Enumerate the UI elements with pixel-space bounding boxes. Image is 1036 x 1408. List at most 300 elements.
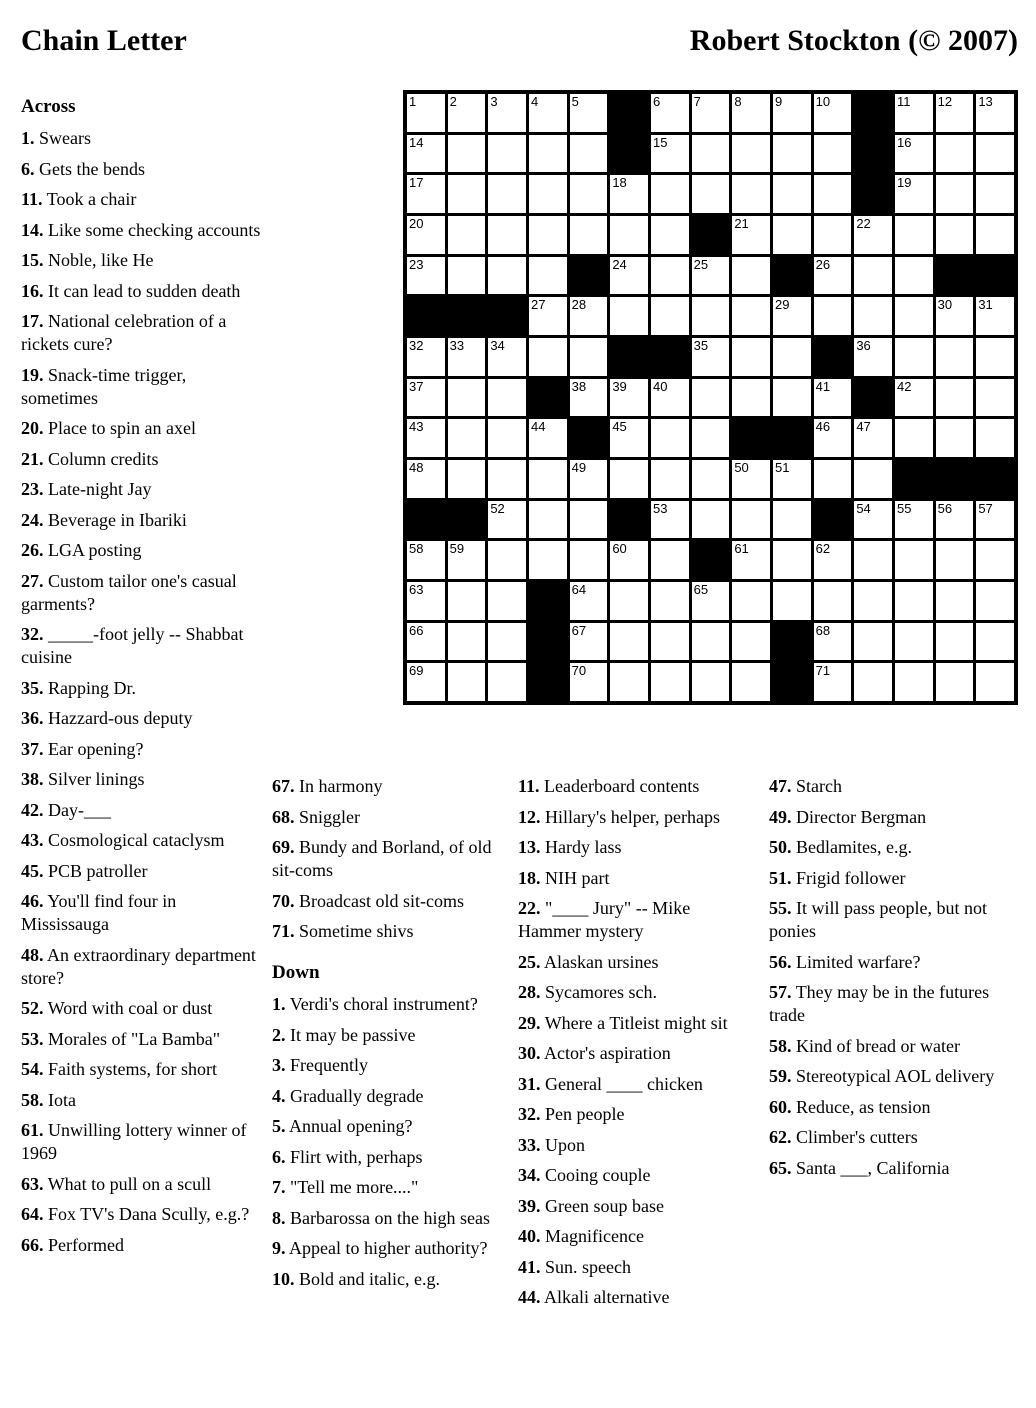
grid-cell[interactable]	[936, 216, 974, 254]
clue	[21, 997, 261, 1020]
grid-cell[interactable]	[407, 175, 445, 213]
cell-number: 29	[775, 297, 790, 313]
grid-cell[interactable]	[732, 541, 770, 579]
grid-cell[interactable]	[814, 175, 852, 213]
clue-number: 58.	[769, 1035, 792, 1056]
grid-cell[interactable]	[692, 135, 730, 173]
grid-cell[interactable]	[448, 175, 486, 213]
grid-cell[interactable]	[936, 379, 974, 417]
grid-cell[interactable]	[976, 216, 1014, 254]
grid-cell[interactable]	[732, 623, 770, 661]
grid-cell[interactable]	[407, 379, 445, 417]
grid-cell[interactable]	[570, 541, 608, 579]
cell-number: 21	[734, 216, 749, 231]
grid-cell[interactable]	[854, 541, 892, 579]
grid-cell[interactable]	[773, 338, 811, 376]
clue-number: 59.	[769, 1066, 792, 1086]
clue	[272, 1024, 504, 1047]
clue-number: 44.	[518, 1287, 541, 1307]
grid-cell[interactable]	[692, 94, 730, 132]
clue	[518, 981, 750, 1004]
grid-cell[interactable]	[692, 419, 730, 457]
cell-number: 10	[815, 94, 831, 109]
grid-cell[interactable]	[732, 297, 770, 335]
grid-cell[interactable]	[610, 419, 648, 457]
cell-number: 25	[693, 256, 709, 272]
clue-number: 55.	[769, 898, 792, 918]
grid-cell[interactable]	[773, 541, 811, 579]
grid-cell[interactable]	[610, 541, 648, 579]
clue-text: LGA posting	[48, 540, 142, 560]
grid-cell[interactable]	[448, 135, 486, 173]
clue	[769, 1035, 1007, 1058]
grid-cell[interactable]	[732, 338, 770, 376]
black-square	[936, 257, 974, 295]
clue-number: 49.	[769, 806, 792, 827]
clue-column-4	[769, 775, 1007, 1187]
grid-cell[interactable]	[854, 460, 892, 498]
grid-cell[interactable]	[570, 94, 608, 132]
grid-cell[interactable]	[651, 582, 689, 620]
clue-number: 66.	[21, 1234, 44, 1255]
grid-cell[interactable]	[814, 379, 852, 417]
grid-cell[interactable]	[976, 419, 1014, 457]
grid-cell[interactable]	[529, 501, 567, 539]
clue-text: "____ Jury" -- Mike Hammer mystery	[518, 898, 691, 941]
grid-cell[interactable]	[814, 257, 852, 295]
grid-cell[interactable]	[407, 135, 445, 173]
grid-cell[interactable]	[570, 297, 608, 335]
grid-cell[interactable]	[488, 216, 526, 254]
grid-cell[interactable]	[732, 501, 770, 539]
clue	[21, 1028, 261, 1051]
clue-number: 71.	[272, 921, 295, 941]
grid-cell[interactable]	[692, 338, 730, 376]
grid-cell[interactable]	[854, 257, 892, 295]
grid-cell[interactable]	[488, 541, 526, 579]
grid-cell[interactable]	[895, 663, 933, 701]
grid-cell[interactable]	[732, 663, 770, 701]
grid-cell[interactable]	[488, 460, 526, 498]
clue-text: Bold and italic, e.g.	[299, 1268, 440, 1289]
grid-cell[interactable]	[895, 175, 933, 213]
grid-cell[interactable]	[488, 94, 526, 132]
grid-cell[interactable]	[814, 216, 852, 254]
cell-number: 46	[815, 419, 831, 435]
grid-cell[interactable]	[651, 135, 689, 173]
grid-cell[interactable]	[936, 419, 974, 457]
grid-cell[interactable]	[976, 623, 1014, 661]
grid-cell[interactable]	[692, 297, 730, 335]
grid-cell[interactable]	[936, 582, 974, 620]
grid-cell[interactable]	[529, 541, 567, 579]
grid-cell[interactable]	[976, 297, 1014, 335]
grid-cell[interactable]	[854, 297, 892, 335]
grid-cell[interactable]	[448, 379, 486, 417]
clue	[769, 836, 1007, 859]
grid-cell[interactable]	[854, 501, 892, 539]
clue	[769, 897, 1007, 943]
clue	[21, 539, 261, 562]
grid-cell[interactable]	[488, 623, 526, 661]
clue-text: In harmony	[299, 776, 383, 796]
grid-cell[interactable]	[570, 663, 608, 701]
grid-cell[interactable]	[570, 460, 608, 498]
grid-cell[interactable]	[488, 135, 526, 173]
clue-text: Gradually degrade	[290, 1085, 424, 1106]
grid-cell[interactable]	[814, 541, 852, 579]
down-heading: Down	[272, 962, 320, 983]
grid-cell[interactable]	[895, 338, 933, 376]
clue-number: 15.	[21, 250, 44, 270]
clue-number: 8.	[272, 1207, 286, 1228]
grid-cell[interactable]	[692, 379, 730, 417]
clue-number: 68.	[272, 806, 295, 827]
clue	[21, 364, 261, 410]
grid-cell[interactable]	[529, 216, 567, 254]
clue-number: 5.	[272, 1116, 286, 1136]
grid-cell[interactable]	[895, 623, 933, 661]
grid-cell[interactable]	[610, 379, 648, 417]
grid-cell[interactable]	[407, 541, 445, 579]
grid-cell[interactable]	[488, 257, 526, 295]
clue-number: 54.	[21, 1059, 44, 1079]
grid-cell[interactable]	[895, 501, 933, 539]
grid-cell[interactable]	[814, 623, 852, 661]
grid-cell[interactable]	[448, 582, 486, 620]
grid-cell[interactable]	[895, 135, 933, 173]
clue-text: Unwilling lottery winner of 1969	[21, 1120, 247, 1163]
grid-cell[interactable]	[854, 623, 892, 661]
grid-cell[interactable]	[570, 623, 608, 661]
grid-cell[interactable]	[651, 379, 689, 417]
grid-cell[interactable]	[651, 175, 689, 213]
grid-cell[interactable]	[407, 663, 445, 701]
clue	[518, 1225, 750, 1248]
cell-number: 37	[409, 378, 424, 394]
cell-number: 62	[815, 541, 831, 557]
grid-cell[interactable]	[732, 216, 770, 254]
grid-cell[interactable]	[407, 338, 445, 376]
crossword-grid	[403, 90, 1018, 705]
grid-cell[interactable]	[854, 419, 892, 457]
clue	[21, 1089, 261, 1112]
cell-number: 40	[653, 378, 668, 394]
clue-text: Rapping Dr.	[48, 677, 136, 698]
cell-number: 4	[531, 94, 539, 109]
clue-text: Sniggler	[299, 806, 360, 827]
clue	[21, 860, 261, 883]
cell-number: 52	[490, 500, 505, 516]
grid-cell[interactable]	[529, 338, 567, 376]
clue-number: 45.	[21, 860, 44, 881]
grid-cell[interactable]	[651, 541, 689, 579]
grid-cell[interactable]	[407, 460, 445, 498]
cell-number: 54	[856, 500, 871, 516]
grid-cell[interactable]	[651, 663, 689, 701]
grid-cell[interactable]	[570, 216, 608, 254]
grid-cell[interactable]	[570, 582, 608, 620]
grid-cell[interactable]	[814, 582, 852, 620]
grid-cell[interactable]	[610, 460, 648, 498]
grid-cell[interactable]	[488, 379, 526, 417]
grid-cell[interactable]	[651, 623, 689, 661]
grid-cell[interactable]	[529, 94, 567, 132]
clue-number: 16.	[21, 280, 44, 301]
grid-cell[interactable]	[651, 94, 689, 132]
grid-cell[interactable]	[936, 623, 974, 661]
clue-text: Took a chair	[46, 189, 137, 209]
grid-cell[interactable]	[448, 338, 486, 376]
black-square	[895, 460, 933, 498]
grid-cell[interactable]	[651, 297, 689, 335]
grid-cell[interactable]	[651, 419, 689, 457]
grid-cell[interactable]	[773, 582, 811, 620]
grid-cell[interactable]	[936, 135, 974, 173]
clue	[518, 806, 750, 829]
grid-cell[interactable]	[488, 663, 526, 701]
grid-cell[interactable]	[692, 501, 730, 539]
grid-cell[interactable]	[895, 297, 933, 335]
cell-number: 30	[937, 297, 953, 313]
grid-cell[interactable]	[936, 501, 974, 539]
clue	[518, 867, 750, 890]
cell-number: 23	[409, 256, 424, 272]
grid-cell[interactable]	[732, 582, 770, 620]
grid-cell[interactable]	[976, 135, 1014, 173]
grid-cell[interactable]	[773, 94, 811, 132]
grid-cell[interactable]	[448, 541, 486, 579]
clue	[272, 1146, 504, 1169]
clue	[21, 127, 261, 150]
puzzle-title: Chain Letter	[21, 24, 187, 57]
grid-cell[interactable]	[936, 541, 974, 579]
grid-cell[interactable]	[448, 419, 486, 457]
grid-cell[interactable]	[651, 257, 689, 295]
grid-cell[interactable]	[692, 257, 730, 295]
grid-cell[interactable]	[895, 419, 933, 457]
grid-cell[interactable]	[854, 338, 892, 376]
grid-cell[interactable]	[936, 338, 974, 376]
cell-number: 59	[449, 541, 465, 557]
grid-cell[interactable]	[448, 216, 486, 254]
clue-text: Sycamores sch.	[545, 982, 657, 1002]
grid-cell[interactable]	[895, 94, 933, 132]
grid-cell[interactable]	[488, 582, 526, 620]
cell-number: 33	[449, 338, 465, 353]
grid-cell[interactable]	[610, 582, 648, 620]
clue-number: 41.	[518, 1256, 541, 1277]
grid-cell[interactable]	[610, 216, 648, 254]
clue-text: _____-foot jelly -- Shabbat cuisine	[21, 624, 244, 667]
grid-cell[interactable]	[732, 379, 770, 417]
grid-cell[interactable]	[976, 501, 1014, 539]
cell-number: 9	[775, 94, 783, 109]
clue	[21, 280, 261, 303]
grid-cell[interactable]	[976, 541, 1014, 579]
clue-text: PCB patroller	[48, 860, 148, 881]
clue-number: 20.	[21, 418, 44, 438]
grid-cell[interactable]	[610, 663, 648, 701]
grid-cell[interactable]	[814, 460, 852, 498]
grid-cell[interactable]	[692, 623, 730, 661]
cell-number: 53	[653, 500, 668, 516]
clue	[272, 1115, 504, 1138]
clue-text: They may be in the futures trade	[769, 982, 990, 1025]
grid-cell[interactable]	[773, 379, 811, 417]
black-square	[610, 94, 648, 132]
clue	[518, 1012, 750, 1035]
grid-cell[interactable]	[773, 460, 811, 498]
grid-cell[interactable]	[407, 257, 445, 295]
grid-cell[interactable]	[448, 623, 486, 661]
clue-number: 23.	[21, 479, 44, 499]
grid-cell[interactable]	[773, 216, 811, 254]
grid-cell[interactable]	[732, 460, 770, 498]
grid-cell[interactable]	[407, 216, 445, 254]
grid-cell[interactable]	[936, 297, 974, 335]
clue	[769, 806, 1007, 829]
clue	[21, 890, 261, 936]
grid-cell[interactable]	[773, 135, 811, 173]
grid-cell[interactable]	[732, 257, 770, 295]
grid-cell[interactable]	[895, 541, 933, 579]
grid-cell[interactable]	[814, 419, 852, 457]
grid-cell[interactable]	[610, 175, 648, 213]
grid-cell[interactable]	[976, 338, 1014, 376]
grid-cell[interactable]	[651, 501, 689, 539]
grid-cell[interactable]	[692, 663, 730, 701]
black-square	[407, 297, 445, 335]
clue	[518, 1164, 750, 1187]
clue-column-3	[518, 775, 750, 1317]
clue	[21, 768, 261, 791]
clue	[21, 509, 261, 532]
grid-cell[interactable]	[895, 582, 933, 620]
grid-cell[interactable]	[407, 582, 445, 620]
clue	[272, 1207, 504, 1230]
grid-cell[interactable]	[692, 175, 730, 213]
grid-cell[interactable]	[488, 338, 526, 376]
clue-text: Sometime shivs	[299, 921, 414, 941]
grid-cell[interactable]	[854, 663, 892, 701]
grid-cell[interactable]	[976, 582, 1014, 620]
grid-cell[interactable]	[488, 175, 526, 213]
grid-cell[interactable]	[610, 623, 648, 661]
grid-cell[interactable]	[407, 94, 445, 132]
grid-cell[interactable]	[814, 94, 852, 132]
clue-text: Santa ___, California	[796, 1157, 950, 1178]
clue-number: 28.	[518, 982, 541, 1002]
grid-cell[interactable]	[448, 663, 486, 701]
grid-cell[interactable]	[570, 135, 608, 173]
clue-number: 3.	[272, 1055, 286, 1075]
cell-number: 63	[409, 582, 424, 597]
grid-cell[interactable]	[936, 175, 974, 213]
grid-cell[interactable]	[488, 501, 526, 539]
grid-cell[interactable]	[732, 135, 770, 173]
clue-number: 42.	[21, 799, 44, 820]
grid-cell[interactable]	[773, 175, 811, 213]
cell-number: 1	[409, 94, 417, 109]
grid-cell[interactable]	[570, 338, 608, 376]
grid-cell[interactable]	[488, 419, 526, 457]
grid-cell[interactable]	[814, 297, 852, 335]
grid-cell[interactable]	[570, 379, 608, 417]
grid-cell[interactable]	[895, 379, 933, 417]
grid-cell[interactable]	[854, 582, 892, 620]
clue-text: Cooing couple	[545, 1165, 651, 1185]
clue	[769, 1065, 1007, 1088]
grid-cell[interactable]	[529, 175, 567, 213]
clue-number: 39.	[518, 1195, 541, 1216]
clue-number: 14.	[21, 219, 44, 240]
grid-cell[interactable]	[692, 460, 730, 498]
black-square	[529, 663, 567, 701]
grid-cell[interactable]	[529, 419, 567, 457]
black-square	[773, 257, 811, 295]
grid-cell[interactable]	[448, 257, 486, 295]
grid-cell[interactable]	[936, 663, 974, 701]
clue	[21, 158, 261, 181]
grid-cell[interactable]	[448, 94, 486, 132]
grid-cell[interactable]	[895, 257, 933, 295]
grid-cell[interactable]	[814, 135, 852, 173]
black-square	[610, 338, 648, 376]
clue-number: 56.	[769, 951, 792, 972]
grid-cell[interactable]	[732, 94, 770, 132]
grid-cell[interactable]	[936, 94, 974, 132]
grid-cell[interactable]	[976, 175, 1014, 213]
grid-cell[interactable]	[692, 582, 730, 620]
grid-cell[interactable]	[448, 460, 486, 498]
grid-cell[interactable]	[814, 663, 852, 701]
cell-number: 65	[693, 582, 709, 597]
grid-cell[interactable]	[529, 460, 567, 498]
grid-cell[interactable]	[773, 297, 811, 335]
grid-cell[interactable]	[529, 297, 567, 335]
grid-cell[interactable]	[732, 175, 770, 213]
grid-cell[interactable]	[773, 501, 811, 539]
grid-cell[interactable]	[529, 135, 567, 173]
grid-cell[interactable]	[651, 460, 689, 498]
clue	[21, 1234, 261, 1257]
clue-number: 32.	[21, 624, 44, 644]
grid-cell[interactable]	[651, 216, 689, 254]
grid-cell[interactable]	[976, 663, 1014, 701]
grid-cell[interactable]	[976, 379, 1014, 417]
grid-cell[interactable]	[407, 623, 445, 661]
grid-cell[interactable]	[895, 216, 933, 254]
grid-cell[interactable]	[407, 419, 445, 457]
clue-number: 40.	[518, 1226, 541, 1246]
grid-cell[interactable]	[610, 297, 648, 335]
clue	[21, 417, 261, 440]
clue	[518, 1134, 750, 1157]
grid-cell[interactable]	[570, 175, 608, 213]
clue-text: "Tell me more...."	[290, 1177, 419, 1197]
grid-cell[interactable]	[570, 501, 608, 539]
clue-number: 18.	[518, 867, 541, 888]
clue-text: Broadcast old sit-coms	[299, 890, 464, 911]
grid-cell[interactable]	[854, 216, 892, 254]
clue-number: 32.	[518, 1104, 541, 1124]
clue-number: 11.	[518, 776, 540, 796]
grid-cell[interactable]	[529, 257, 567, 295]
clue	[21, 188, 261, 211]
grid-cell[interactable]	[610, 257, 648, 295]
grid-cell[interactable]	[976, 94, 1014, 132]
